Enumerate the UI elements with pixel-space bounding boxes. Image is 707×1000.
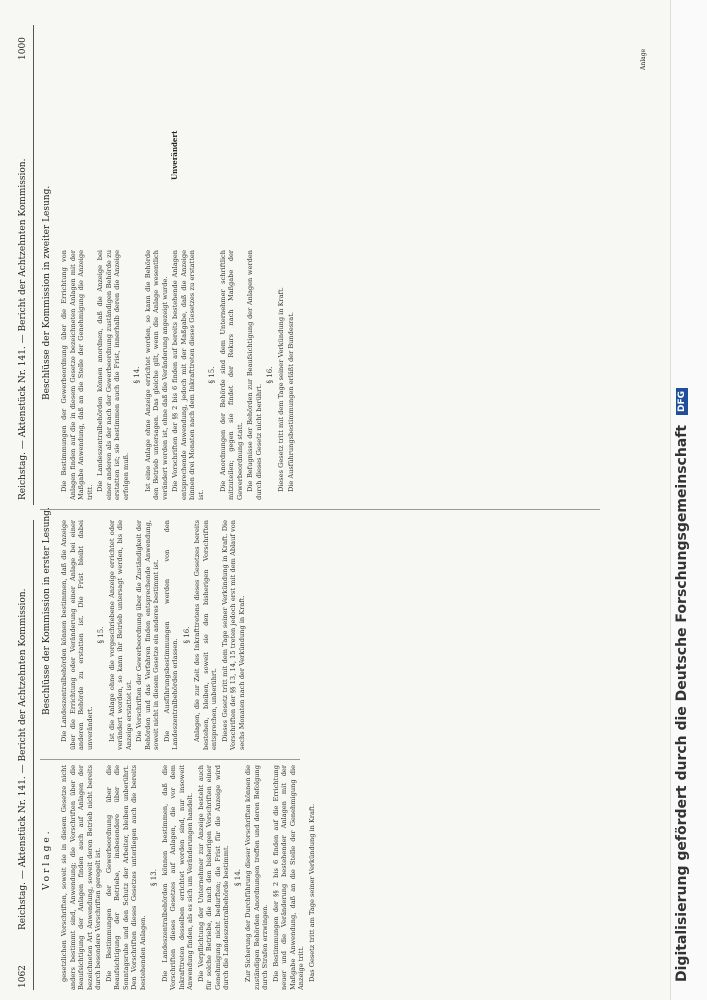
paragraph: Die Bestimmungen der Gewerbeordnung über die Errichtung von Anlagen finden auf die in diesem Gesetze bezeichneten Anlagen mit der Maßgabe Anwendung, daß an die Stelle der Genehmigung die Anzeige tritt. <box>60 250 94 500</box>
section-number: § 14. <box>233 869 242 886</box>
column-first-reading <box>60 520 300 750</box>
margin-note-unchanged: Unverändert <box>170 130 179 180</box>
paragraph: Die Anordnungen der Behörde sind dem Unternehmer schriftlich mitzuteilen; gegen sie findet der Rekurs nach Maßgabe der Gewerbeordnung statt. <box>218 250 244 500</box>
dfg-credit <box>665 0 699 1000</box>
column-vorlage <box>60 765 316 990</box>
dfg-logo-icon: DFG <box>676 388 688 415</box>
paragraph: Die Bestimmungen der Gewerbeordnung über die Beaufsichtigung der Betriebe, insbesondere über die Sonntagsruhe und den Schutz der Arbeiter, bleiben unberührt. Den Vorschriften dieses Gesetzes unterliegen auch die bereits bestehenden Anlagen. <box>104 765 147 990</box>
paragraph: Dieses Gesetz tritt mit dem Tage seiner Verkündung in Kraft. Die Vorschriften der §§ 13, 14, 15 treten jedoch erst mit dem Ablauf von sechs Monaten nach der Verkündung in Kraft. <box>220 520 246 750</box>
section-number: § 16. <box>182 626 191 644</box>
section-number: § 16. <box>266 366 274 384</box>
header-rule-right <box>33 25 34 505</box>
paragraph: Die Landeszentralbehörden können bestimmen, daß die Anzeige über die Errichtung oder Veränderung einer Anlage bei einer anderen Behörde zu erstatten ist. Die Frist bleibt dabei unverändert. <box>60 520 94 750</box>
section-number: § 15. <box>208 366 216 384</box>
paragraph: Das Gesetz tritt am Tage seiner Verkündung in Kraft. <box>307 803 316 982</box>
paragraph: Ist eine Anlage ohne Anzeige errichtet worden, so kann die Behörde den Betrieb untersagen. Das gleiche gilt, wenn die Anlage wesentlich verändert worden ist, ohne daß die Veränderung angezeigt wurde. <box>143 250 169 500</box>
paragraph: Die Vorschriften der Gewerbeordnung über die Zuständigkeit der Behörden und das Verfahren finden entsprechende Anwendung, soweit nicht in diesem Gesetze ein anderes bestimmt ist. <box>135 520 160 750</box>
paragraph: Die Bestimmungen der §§ 2 bis 6 finden auf die Errichtung neuer und die Veränderung bestehender Anlagen mit der Maßgabe Anwendung, daß an die Stelle der Genehmigung die Anzeige tritt. <box>271 765 305 990</box>
column-second-reading <box>60 250 620 500</box>
paragraph: Zur Sicherung der Durchführung dieser Vorschriften können die zuständigen Behörden Anordnungen treffen und deren Befolgung durch Strafen erzwingen. <box>244 765 269 990</box>
paragraph: Ist die Anlage ohne die vorgeschriebene Anzeige errichtet oder verändert worden, so kann ihr Betrieb untersagt werden, bis die Anzeige erstattet ist. <box>107 520 133 750</box>
paragraph: Die Ausführungsbestimmungen werden von den Landeszentralbehörden erlassen. <box>162 520 179 750</box>
running-head-left: Reichstag. — Aktenstück Nr. 141. — Bericht der Achtzehnten Kommission. <box>18 588 28 930</box>
section-number: § 13. <box>150 869 158 886</box>
paragraph: Die Landeszentralbehörden können bestimmen, daß die Vorschriften dieses Gesetzes auf Anlagen, die vor dem Inkrafttreten desselben errichtet worden sind, nur insoweit Anwendung finden, als es sich um Veränderungen handelt. <box>160 765 194 990</box>
paragraph: Die Landeszentralbehörden können anordnen, daß die Anzeige bei einer anderen als der nach der Gewerbeordnung zuständigen Behörde zu erstatten ist; sie bestimmen auch die Frist, innerhalb deren die Anzeige erfolgen muß. <box>96 250 130 500</box>
section-number: § 14. <box>133 366 141 384</box>
page-number-left: 1062 <box>18 965 28 988</box>
page-number-right: 1000 <box>18 37 28 60</box>
paragraph: Die Ausführungsbestimmungen erläßt der Bundesrat. <box>287 312 295 492</box>
paragraph: gesetzlichen Vorschriften, soweit sie in diesem Gesetze nicht anders bestimmt sind, Anwendung; die Vorschriften über die Beaufsichtigung der Anlagen finden auch auf Anlagen der bezeichneten Art Anwendung, soweit deren Betrieb nicht bereits durch besondere Vorschriften geregelt ist. <box>60 765 102 990</box>
column-head-vorlage: Vorlage. <box>42 828 52 890</box>
section-number: § 15. <box>97 626 105 644</box>
column-divider-2 <box>40 509 600 510</box>
paragraph: Die Befugnisse der Behörden zur Beaufsichtigung der Anlagen werden durch dieses Gesetz nicht berührt. <box>246 250 263 500</box>
column-head-first-reading: Beschlüsse der Kommission in erster Lesung. <box>42 507 52 715</box>
paragraph: Anlagen, die zur Zeit des Inkrafttretens dieses Gesetzes bereits bestehen, bleiben, soweit sie den bisherigen Vorschriften entsprechen, unberührt. <box>193 520 218 750</box>
column-divider-1 <box>40 759 300 760</box>
paragraph: Die Verpflichtung der Unternehmer zur Anzeige besteht auch für solche Betriebe, die nach den bisherigen Vorschriften einer Genehmigung nicht bedurften; die Frist für die Anzeige wird durch die Landeszentralbehörde bestimmt. <box>196 765 230 990</box>
column-head-second-reading: Beschlüsse der Kommission in zweiter Lesung. <box>42 185 52 400</box>
paragraph: Dieses Gesetz tritt mit dem Tage seiner Verkündung in Kraft. <box>276 287 285 492</box>
running-head-right: Reichstag. — Aktenstück Nr. 141. — Bericht der Achtzehnten Kommission. <box>18 158 28 500</box>
dfg-credit-text: Digitalisierung gefördert durch die Deutsche Forschungsgemeinschaft <box>674 424 690 982</box>
header-rule-left <box>33 520 34 990</box>
paragraph: Die Vorschriften der §§ 2 bis 6 finden auf bereits bestehende Anlagen entsprechende Anwendung, jedoch mit der Maßgabe, daß die Anzeige binnen drei Monaten nach dem Inkrafttreten dieses Gesetzes zu erstatten ist. <box>171 250 205 500</box>
signature-mark: Anlage <box>640 48 647 70</box>
